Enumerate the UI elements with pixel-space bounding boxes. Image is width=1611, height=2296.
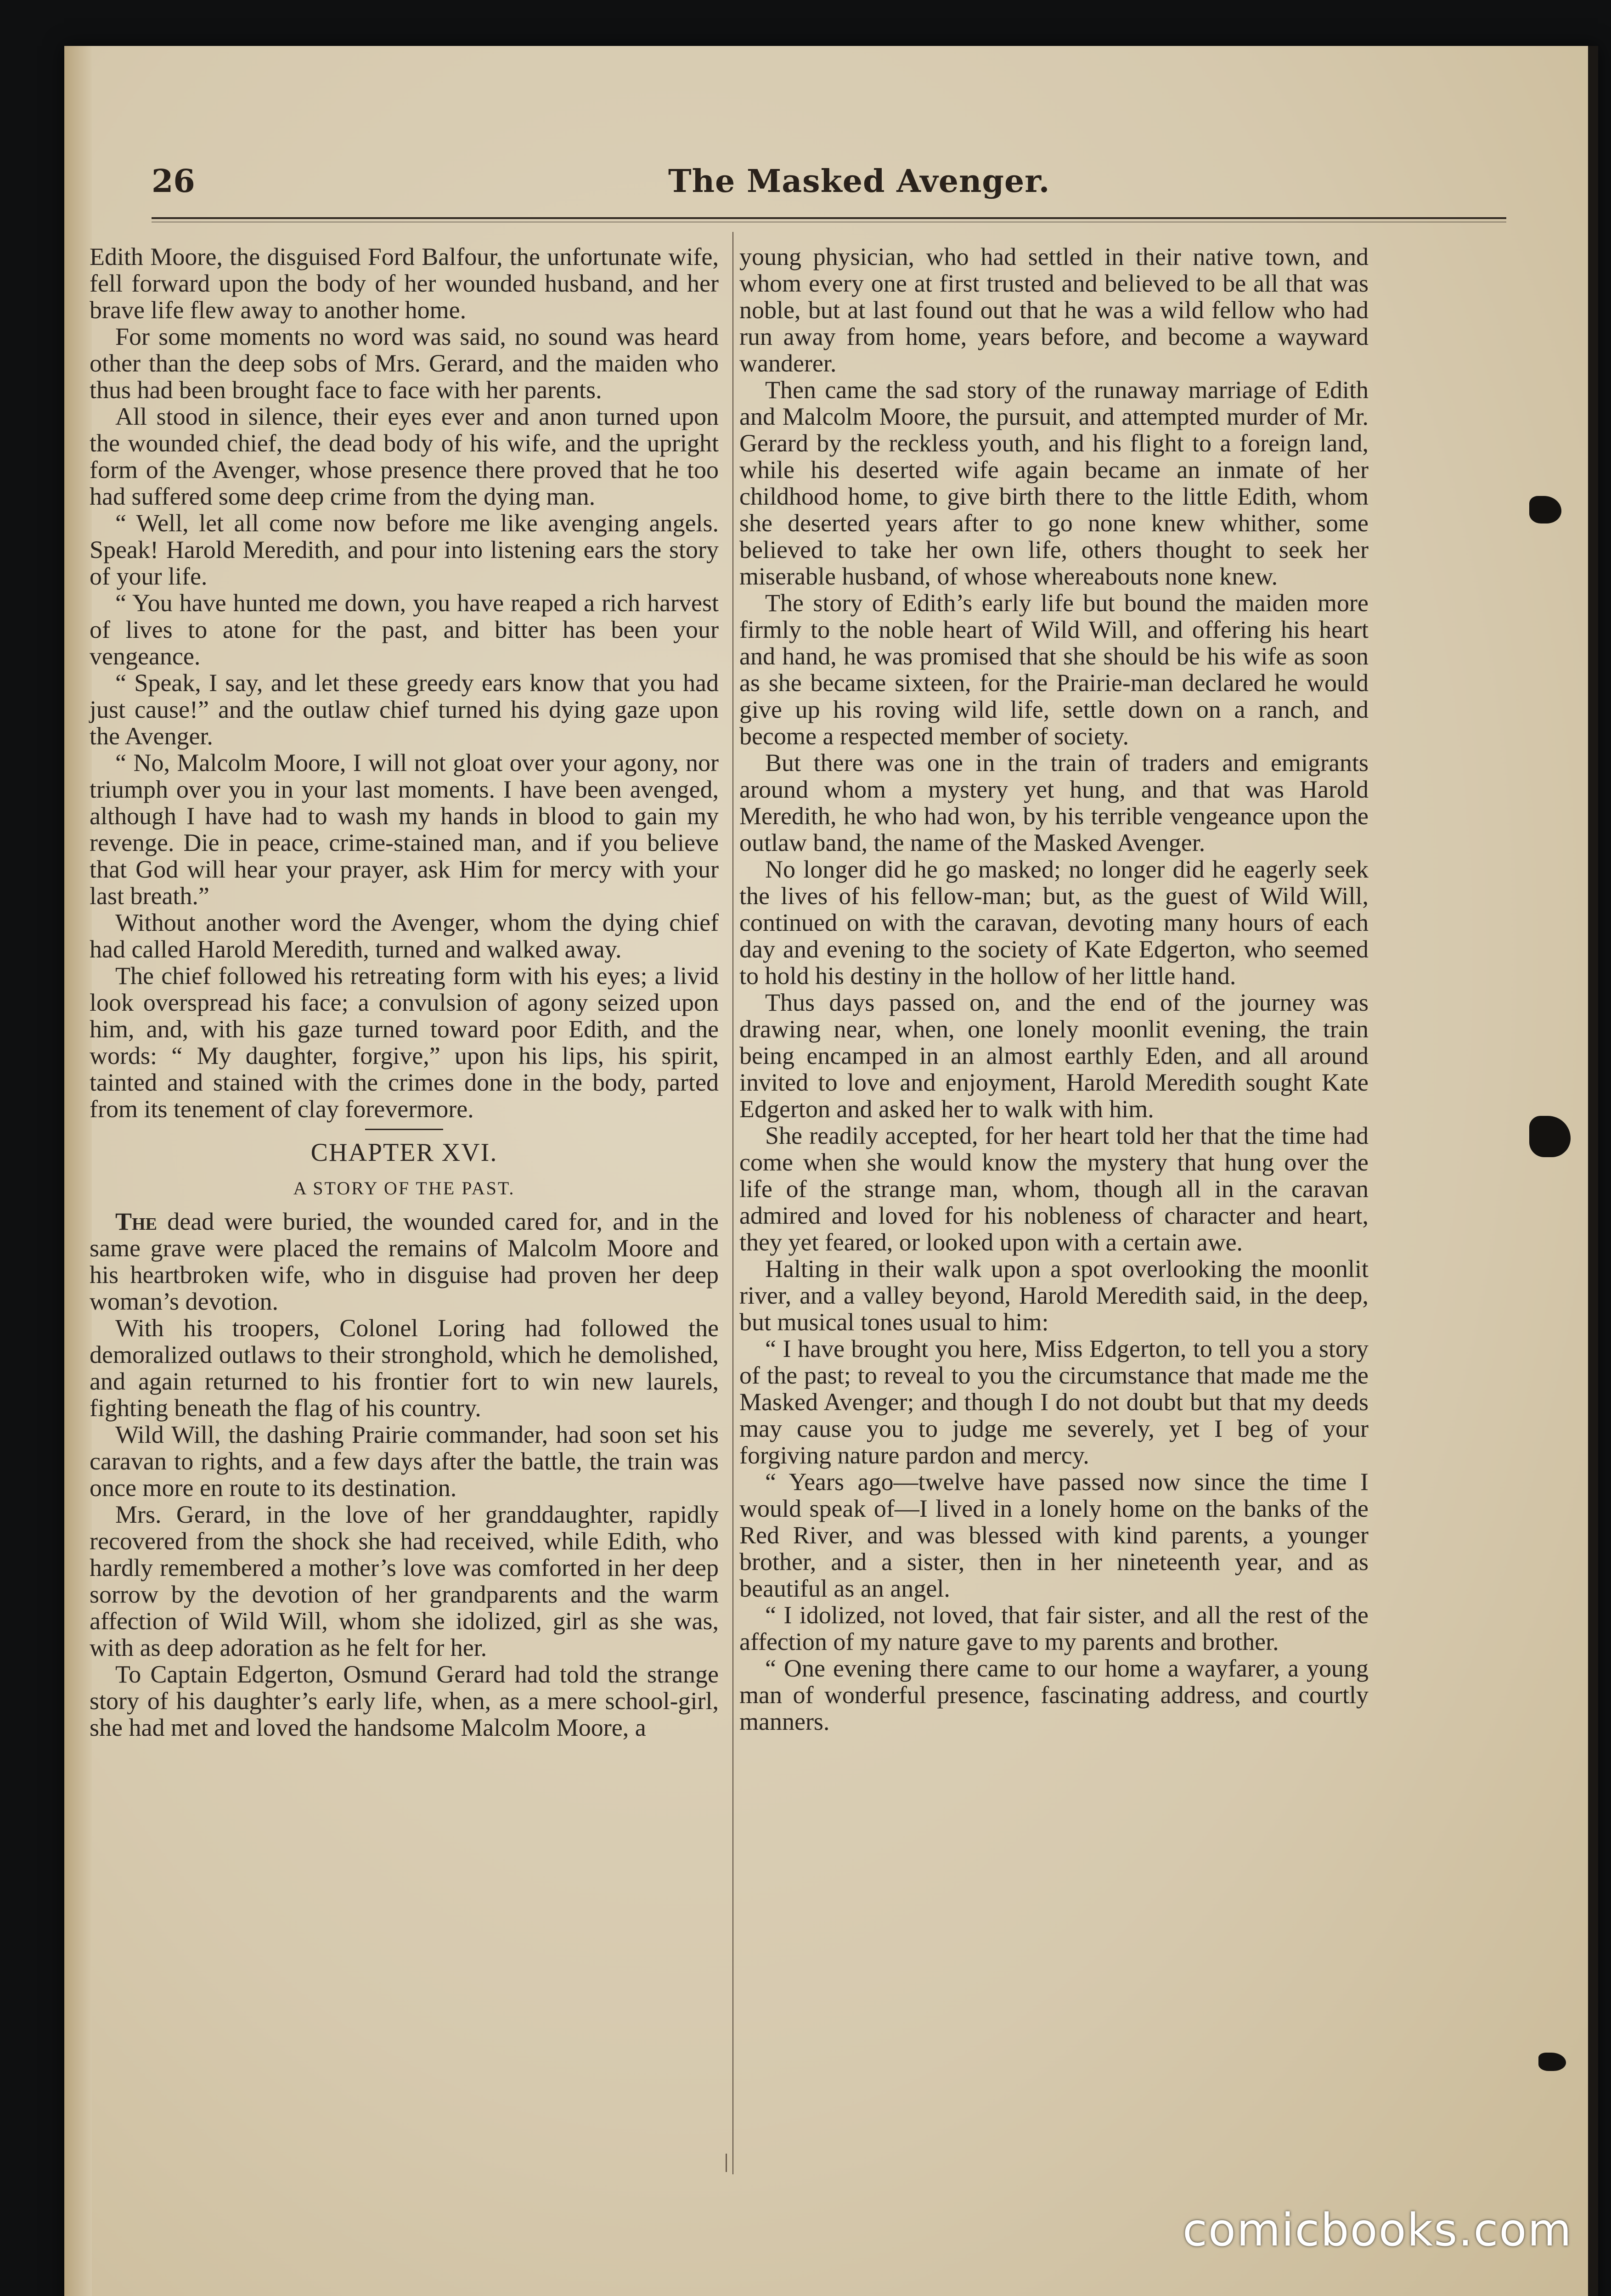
binding-hole <box>1529 496 1561 523</box>
paragraph: “ One evening there came to our home a wayfarer, a young man of wonderful presence, fascinating address, and courtly manners. <box>739 1654 1369 1735</box>
running-title: The Masked Avenger. <box>668 163 1050 200</box>
binding-hole <box>1529 1116 1571 1157</box>
right-column <box>739 243 1369 1735</box>
paragraph: “ I idolized, not loved, that fair sister, and all the rest of the affection of my nature gave to my parents and brother. <box>739 1601 1369 1655</box>
paragraph: The story of Edith’s early life but bound the maiden more firmly to the noble heart of Wild Will, and offering his heart and hand, he was promised that she should be his wife as soon as she became sixteen, for the Prairie-man declared he would give up his roving wild life, settle down on a ranch, and become a respected member of society. <box>739 589 1369 750</box>
paragraph: But there was one in the train of traders and emigrants around whom a mystery yet hung, and that was Harold Meredith, he who had won, by his terrible vengeance upon the outlaw band, the name of the Masked Avenger. <box>739 749 1369 856</box>
paragraph: Thus days passed on, and the end of the journey was drawing near, when, one lonely moonlit evening, the train being encamped in an almost earthly Eden, and all around invited to love and enjoyment, Harold Meredith sought Kate Edgerton and asked her to walk with him. <box>739 989 1369 1123</box>
column-divider <box>732 232 733 2174</box>
chapter-first-paragraph <box>90 1208 719 1315</box>
section-rule <box>365 1129 443 1130</box>
header-rule <box>152 217 1506 222</box>
paragraph: No longer did he go masked; no longer did he eagerly seek the lives of his fellow-man; but, as the guest of Wild Will, continued on with the caravan, devoting many hours of each day and evening to the society of Kate Edgerton, who seemed to hold his destiny in the hollow of her little hand. <box>739 855 1369 990</box>
paragraph: “ Speak, I say, and let these greedy ears know that you had just cause!” and the outlaw chief turned his dying gaze upon the Avenger. <box>90 669 719 750</box>
paragraph: To Captain Edgerton, Osmund Gerard had told the strange story of his daughter’s early life, when, as a mere school-girl, she had met and loved the handsome Malcolm Moore, a <box>90 1660 719 1741</box>
binding-hole <box>1538 2053 1566 2071</box>
page-header <box>152 163 1506 218</box>
page-right-edge <box>1588 46 1598 2296</box>
paragraph: For some moments no word was said, no sound was heard other than the deep sobs of Mrs. Gerard, and the maiden who thus had been brought face to face with her parents. <box>90 323 719 404</box>
paragraph: “ No, Malcolm Moore, I will not gloat over your agony, nor triumph over you in your last moments. I have been avenged, although I have had to wash my hands in blood to gain my revenge. Die in peace, crime-stained man, and if you believe that God will hear your prayer, ask Him for mercy with your last breath.” <box>90 749 719 910</box>
paragraph: “ You have hunted me down, you have reaped a rich harvest of lives to atone for the past, and bitter has been your vengeance. <box>90 589 719 670</box>
paragraph: Edith Moore, the disguised Ford Balfour, the unfortunate wife, fell forward upon the body of her wounded husband, and her brave life flew away to another home. <box>90 243 719 324</box>
paragraph: Halting in their walk upon a spot overlooking the moonlit river, and a valley beyond, Harold Meredith said, in the deep, but musical tones usual to him: <box>739 1255 1369 1336</box>
paragraph: “ Years ago—twelve have passed now since the time I would speak of—I lived in a lonely home on the banks of the Red River, and was blessed with kind parents, a younger brother, and a sister, then in her nineteenth year, and as beautiful as an angel. <box>739 1468 1369 1602</box>
paragraph: All stood in silence, their eyes ever and anon turned upon the wounded chief, the dead body of his wife, and the upright form of the Avenger, whose presence there proved that he too had suffered some deep crime from the dying man. <box>90 403 719 510</box>
paragraph: The chief followed his retreating form with his eyes; a livid look overspread his face; a convulsion of agony seized upon him, and, with his gaze turned toward poor Edith, and the words: “ My daughter, forgive,” upon his lips, his spirit, tainted and stained with the crimes done in the body, parted from its tenement of clay forevermore. <box>90 962 719 1123</box>
chapter-subtitle: A STORY OF THE PAST. <box>293 1178 515 1199</box>
site-watermark: comicbooks.com <box>1183 2204 1572 2257</box>
page-number: 26 <box>152 163 195 200</box>
chapter-heading: CHAPTER XVI. <box>310 1138 498 1167</box>
paragraph: With his troopers, Colonel Loring had followed the demoralized outlaws to their stronghold, which he demolished, and again returned to his frontier fort to win new laurels, fighting beneath the flag of his country. <box>90 1314 719 1422</box>
paragraph: Wild Will, the dashing Prairie commander, had soon set his caravan to rights, and a few days after the battle, the train was once more en route to its destination. <box>90 1421 719 1502</box>
paragraph: young physician, who had settled in their native town, and whom every one at first trusted and believed to be all that was noble, but at last found out that he was a wild fellow who had run away from home, years before, and become a wayward wanderer. <box>739 243 1369 377</box>
paragraph: Then came the sad story of the runaway marriage of Edith and Malcolm Moore, the pursuit, and attempted murder of Mr. Gerard by the reckless youth, and his flight to a foreign land, while his deserted wife again became an inmate of her childhood home, to give birth there to the little Edith, whom she deserted years after to go none knew whither, some believed to take her own life, others thought to seek her miserable husband, of whose whereabouts none knew. <box>739 376 1369 590</box>
chapter-first-paragraph-text: dead were buried, the wounded cared for, and in the same grave were placed the remains of Malcolm Moore and his heartbroken wife, who in disguise had proven her deep woman’s devotion. <box>90 1208 719 1315</box>
chapter-lead-word: The <box>115 1208 157 1235</box>
paragraph: Mrs. Gerard, in the love of her granddaughter, rapidly recovered from the shock she had received, while Edith, who hardly remembered a mother’s love was comforted in her deep sorrow by the devotion of her grandparents and the warm affection of Wild Will, whom she idolized, girl as she was, with as deep adoration as he felt for her. <box>90 1501 719 1661</box>
paragraph: “ Well, let all come now before me like avenging angels. Speak! Harold Meredith, and pour into listening ears the story of your life. <box>90 509 719 590</box>
page-binding-edge <box>64 46 92 2296</box>
left-column <box>90 243 719 1741</box>
paragraph: She readily accepted, for her heart told her that the time had come when she would know the mystery that hung over the life of the strange man, whom, though all in the caravan admired and loved for his nobleness of character and heart, they yet feared, or looked upon with a certain awe. <box>739 1122 1369 1256</box>
paragraph: “ I have brought you here, Miss Edgerton, to tell you a story of the past; to reveal to you the circumstance that made me the Masked Avenger; and though I do not doubt but that my deeds may cause you to judge me severely, yet I beg of your forgiving nature pardon and mercy. <box>739 1335 1369 1469</box>
paragraph: Without another word the Avenger, whom the dying chief had called Harold Meredith, turned and walked away. <box>90 909 719 963</box>
page-foot-mark <box>726 2154 727 2172</box>
